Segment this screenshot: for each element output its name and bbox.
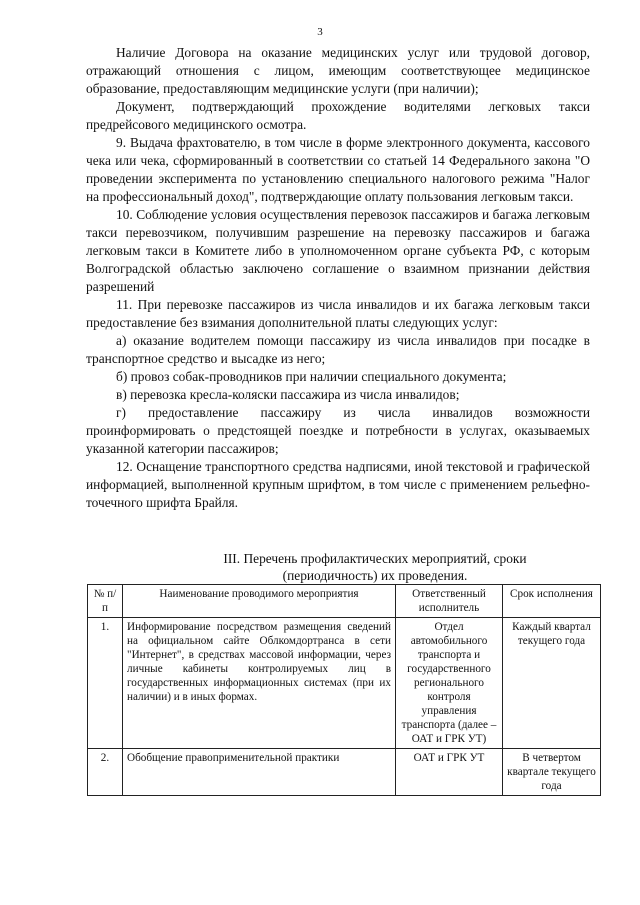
paragraph-item-11g: г) предоставление пассажиру из числа инвалидов возможности проинформировать о предстоящей поездке и потребности в услугах, оказываемых указанной категории пассажиров; xyxy=(86,405,590,456)
section-title xyxy=(150,550,600,584)
header-measure-name: Наименование проводимого мероприятия xyxy=(123,585,396,618)
section-title-line-2: (периодичность) их проведения. xyxy=(282,568,468,583)
paragraph-item-10: 10. Соблюдение условия осуществления перевозок пассажиров и багажа легковым такси перевозчиком, получившим разрешение на перевозку пассажиров и багажа легковым такси в Комитете либо в уполномоченном органе субъекта РФ, с которым Волгоградской областью заключено соглашение о взаимном признании действия разрешений xyxy=(86,207,590,294)
measures-table xyxy=(87,584,601,796)
row-executor: Отдел автомобильного транспорта и государственного регионального контроля управления транспорта (далее – ОАТ и ГРК УТ) xyxy=(396,618,503,749)
paragraph-medical-exam: Документ, подтверждающий прохождение водителями легковых такси предрейсового медицинского осмотра. xyxy=(86,99,590,132)
header-number: № п/п xyxy=(88,585,123,618)
row-measure-name: Информирование посредством размещения сведений на официальном сайте Облкомдортранса в сети "Интернет", в средствах массовой информации, через личные кабинеты контролируемых лиц в государственных информационных системах (при их наличии) и в иных формах. xyxy=(123,618,396,749)
row-deadline: Каждый квартал текущего года xyxy=(503,618,601,749)
paragraph-item-12: 12. Оснащение транспортного средства надписями, иной текстовой и графической информацией, выполненной крупным шрифтом, в том числе с применением рельефно-точечного шрифта Брайля. xyxy=(86,459,590,510)
table-row xyxy=(88,618,601,749)
row-executor: ОАТ и ГРК УТ xyxy=(396,749,503,796)
table-header-row xyxy=(88,585,601,618)
row-number: 2. xyxy=(88,749,123,796)
header-deadline: Срок исполнения xyxy=(503,585,601,618)
paragraph-item-11b: б) провоз собак-проводников при наличии специального документа; xyxy=(116,369,507,384)
paragraph-item-11: 11. При перевозке пассажиров из числа инвалидов и их багажа легковым такси предоставление без взимания дополнительной платы следующих услуг: xyxy=(86,297,590,330)
section-title-line-1: III. Перечень профилактических мероприятий, сроки xyxy=(223,551,527,566)
row-number: 1. xyxy=(88,618,123,749)
page-number: 3 xyxy=(317,26,323,38)
table-row xyxy=(88,749,601,796)
paragraph-contract: Наличие Договора на оказание медицинских услуг или трудовой договор, отражающий отношения с лицом, имеющим соответствующее медицинское образование, предоставляющим медицинские услуги (при наличии); xyxy=(86,45,590,96)
row-deadline: В четвертом квартале текущего года xyxy=(503,749,601,796)
paragraph-item-9: 9. Выдача фрахтователю, в том числе в форме электронного документа, кассового чека или чека, сформированный в соответствии со статьей 14 Федерального закона "О проведении эксперимента по установлению специального налогового режима "Налог на профессиональный доход", подтверждающие оплату пользования легковым такси. xyxy=(86,135,590,204)
row-measure-name: Обобщение правоприменительной практики xyxy=(123,749,396,796)
paragraph-item-11a: а) оказание водителем помощи пассажиру из числа инвалидов при посадке в транспортное средство и высадке из него; xyxy=(86,333,590,366)
document-body xyxy=(86,44,590,512)
paragraph-item-11v: в) перевозка кресла-коляски пассажира из числа инвалидов; xyxy=(116,387,460,402)
header-executor: Ответственный исполнитель xyxy=(396,585,503,618)
